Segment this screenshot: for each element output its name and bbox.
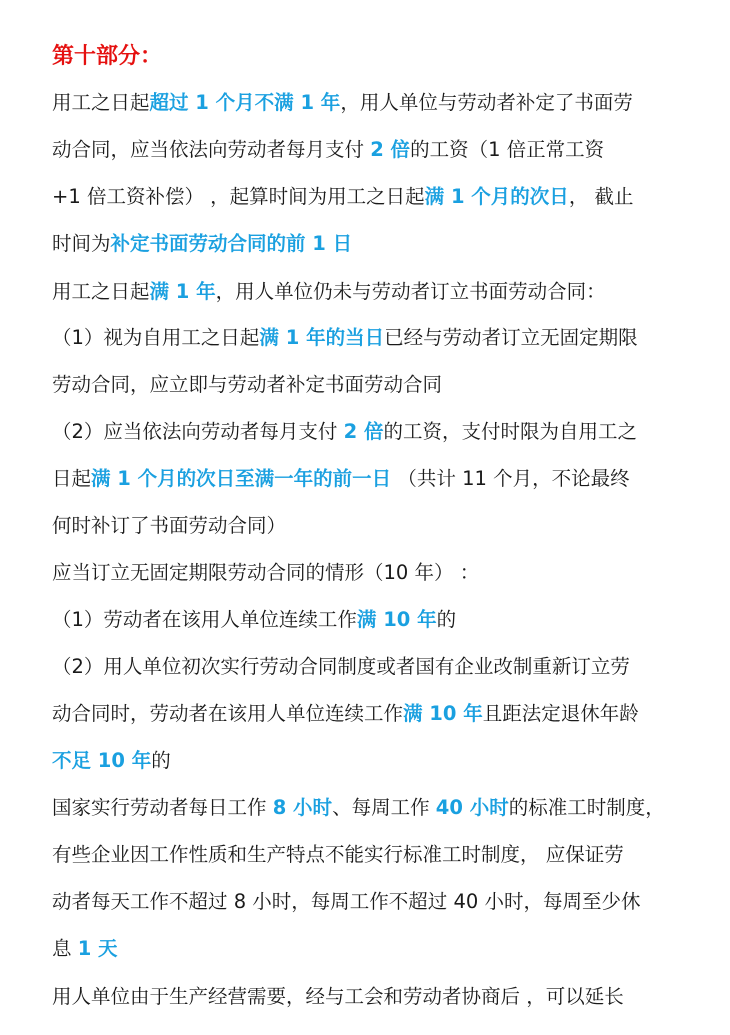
body-text: 、每周工作 xyxy=(332,796,436,819)
highlight-text: 超过 1 个月不满 1 年 xyxy=(149,91,341,114)
highlight-text: 1 天 xyxy=(77,937,118,960)
body-text: （2）用人单位初次实行劳动合同制度或者国有企业改制重新订立劳 xyxy=(52,655,630,678)
body-text: ，用人单位仍未与劳动者订立书面劳动合同： xyxy=(215,280,606,303)
body-text: 用人单位由于生产经营需要，经与工会和劳动者协商后 ，可以延长 xyxy=(52,985,624,1008)
text-line xyxy=(52,324,638,352)
body-text: 息 xyxy=(52,937,78,960)
body-text: （1）劳动者在该用人单位连续工作 xyxy=(52,608,357,631)
text-line xyxy=(52,606,456,634)
text-line xyxy=(52,794,665,822)
body-text: 动者每天工作不超过 8 小时，每周工作不超过 40 小时，每周至少休 xyxy=(52,890,641,913)
body-text: （1）视为自用工之日起 xyxy=(52,326,260,349)
highlight-text: 2 倍 xyxy=(343,420,384,443)
text-line xyxy=(52,136,604,164)
body-text: 的标准工时制度， xyxy=(508,796,665,819)
text-line xyxy=(52,278,606,306)
body-text: ，用人单位与劳动者补定了书面劳 xyxy=(340,91,633,114)
text-line xyxy=(52,371,442,399)
body-text: 的工资，支付时限为自用工之 xyxy=(383,420,637,443)
text-line xyxy=(52,89,633,117)
body-text: 已经与劳动者订立无固定期限 xyxy=(384,326,638,349)
body-text: 劳动合同，应立即与劳动者补定书面劳动合同 xyxy=(52,373,443,396)
body-text: ， 截止 xyxy=(568,185,634,208)
highlight-text: 2 倍 xyxy=(370,138,411,161)
body-text: 国家实行劳动者每日工作 xyxy=(52,796,273,819)
body-text: 有些企业因工作性质和生产特点不能实行标准工时制度， 应保证劳 xyxy=(52,843,624,866)
highlight-text: 满 1 年的当日 xyxy=(259,326,385,349)
highlight-text: 不足 10 年 xyxy=(52,749,152,772)
body-text: 应当订立无固定期限劳动合同的情形（10 年） ： xyxy=(52,561,480,584)
text-line xyxy=(52,653,630,681)
text-line xyxy=(52,888,641,916)
body-text: 的 xyxy=(151,749,171,772)
text-line xyxy=(52,230,352,258)
body-text: （共计 11 个月，不论最终 xyxy=(391,467,630,490)
highlight-text: 满 1 个月的次日至满一年的前一日 xyxy=(91,467,392,490)
text-line xyxy=(52,559,479,587)
text-line xyxy=(52,935,118,963)
body-text: 动合同，应当依法向劳动者每月支付 xyxy=(52,138,371,161)
body-text: 时间为 xyxy=(52,232,111,255)
highlight-text: 8 小时 xyxy=(272,796,333,819)
highlight-text: 满 10 年 xyxy=(403,702,483,725)
body-text: 日起 xyxy=(52,467,92,490)
body-text: （2）应当依法向劳动者每月支付 xyxy=(52,420,344,443)
body-text: 用工之日起 xyxy=(52,91,150,114)
highlight-text: 补定书面劳动合同的前 1 日 xyxy=(110,232,353,255)
body-text: 的工资（1 倍正常工资 xyxy=(410,138,605,161)
highlight-text: 满 1 个月的次日 xyxy=(424,185,569,208)
text-line xyxy=(52,512,286,540)
text-line xyxy=(52,983,624,1011)
body-text: 用工之日起 xyxy=(52,280,150,303)
highlight-text: 满 10 年 xyxy=(356,608,437,631)
highlight-text: 满 1 年 xyxy=(149,280,216,303)
text-line xyxy=(52,700,639,728)
text-line xyxy=(52,841,624,869)
body-text: 且距法定退休年龄 xyxy=(482,702,639,725)
text-line xyxy=(52,418,637,446)
highlight-text: 40 小时 xyxy=(435,796,509,819)
body-text: 的 xyxy=(436,608,457,631)
section-title: 第十部分： xyxy=(52,44,163,69)
body-text: 动合同时，劳动者在该用人单位连续工作 xyxy=(52,702,404,725)
text-line xyxy=(52,747,171,775)
text-line xyxy=(52,465,630,493)
body-text: +1 倍工资补偿） ，起算时间为用工之日起 xyxy=(52,185,425,208)
text-line xyxy=(52,183,634,211)
body-text: 何时补订了书面劳动合同） xyxy=(52,514,287,537)
